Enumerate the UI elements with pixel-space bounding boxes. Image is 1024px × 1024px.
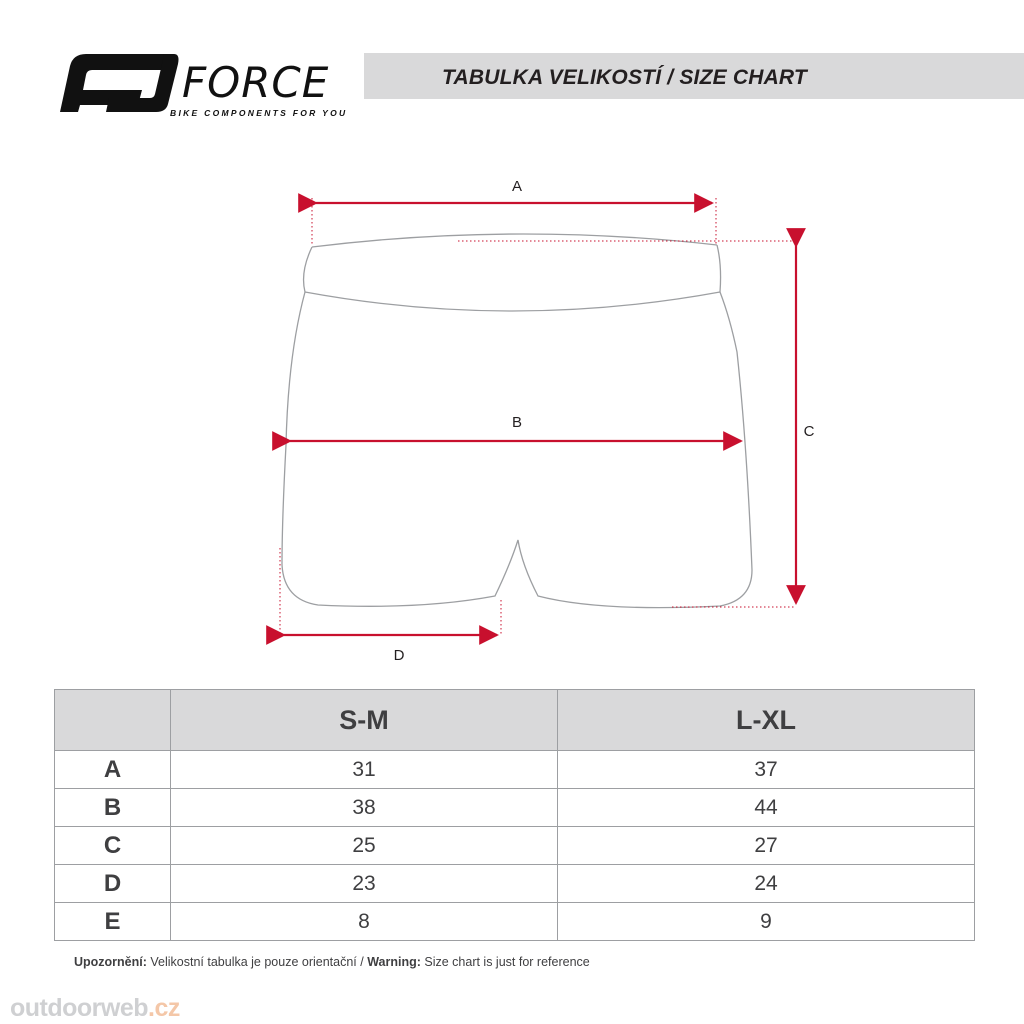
table-row xyxy=(55,903,975,941)
table-row xyxy=(55,751,975,789)
cell-s-m: 23 xyxy=(171,865,558,903)
header-blank-cell xyxy=(55,690,171,751)
warning-cz-label: Upozornění: xyxy=(74,955,147,969)
label-c: C xyxy=(803,423,815,440)
table-row xyxy=(55,789,975,827)
header-size-l-xl: L-XL xyxy=(558,690,975,751)
label-d: D xyxy=(393,647,405,664)
row-key: E xyxy=(55,903,171,941)
cell-l-xl: 27 xyxy=(558,827,975,865)
watermark xyxy=(10,994,180,1023)
watermark-name: outdoorweb xyxy=(10,994,149,1022)
label-b: B xyxy=(511,414,523,431)
cell-s-m: 8 xyxy=(171,903,558,941)
shorts-diagram xyxy=(0,150,1024,680)
warning-cz-text: Velikostní tabulka je pouze orientační / xyxy=(146,955,368,969)
size-table xyxy=(54,689,975,941)
size-warning-note xyxy=(74,955,590,969)
logo-wordmark: FORCE xyxy=(182,58,330,107)
table-row xyxy=(55,827,975,865)
page-title: TABULKA VELIKOSTÍ / SIZE CHART xyxy=(442,66,807,89)
row-key: C xyxy=(55,827,171,865)
warning-en-text: Size chart is just for reference xyxy=(420,955,590,969)
logo-tagline: BIKE COMPONENTS FOR YOU xyxy=(170,108,348,118)
cell-s-m: 38 xyxy=(171,789,558,827)
table-row xyxy=(55,865,975,903)
measure-arrows xyxy=(284,203,796,635)
watermark-tld: .cz xyxy=(148,994,180,1022)
label-a: A xyxy=(511,178,523,195)
header-size-s-m: S-M xyxy=(171,690,558,751)
cell-s-m: 31 xyxy=(171,751,558,789)
warning-en-label: Warning: xyxy=(367,955,421,969)
cell-l-xl: 44 xyxy=(558,789,975,827)
row-key: A xyxy=(55,751,171,789)
cell-s-m: 25 xyxy=(171,827,558,865)
row-key: B xyxy=(55,789,171,827)
table-header-row xyxy=(55,690,975,751)
row-key: D xyxy=(55,865,171,903)
cell-l-xl: 9 xyxy=(558,903,975,941)
extension-lines xyxy=(280,198,794,636)
cell-l-xl: 37 xyxy=(558,751,975,789)
cell-l-xl: 24 xyxy=(558,865,975,903)
